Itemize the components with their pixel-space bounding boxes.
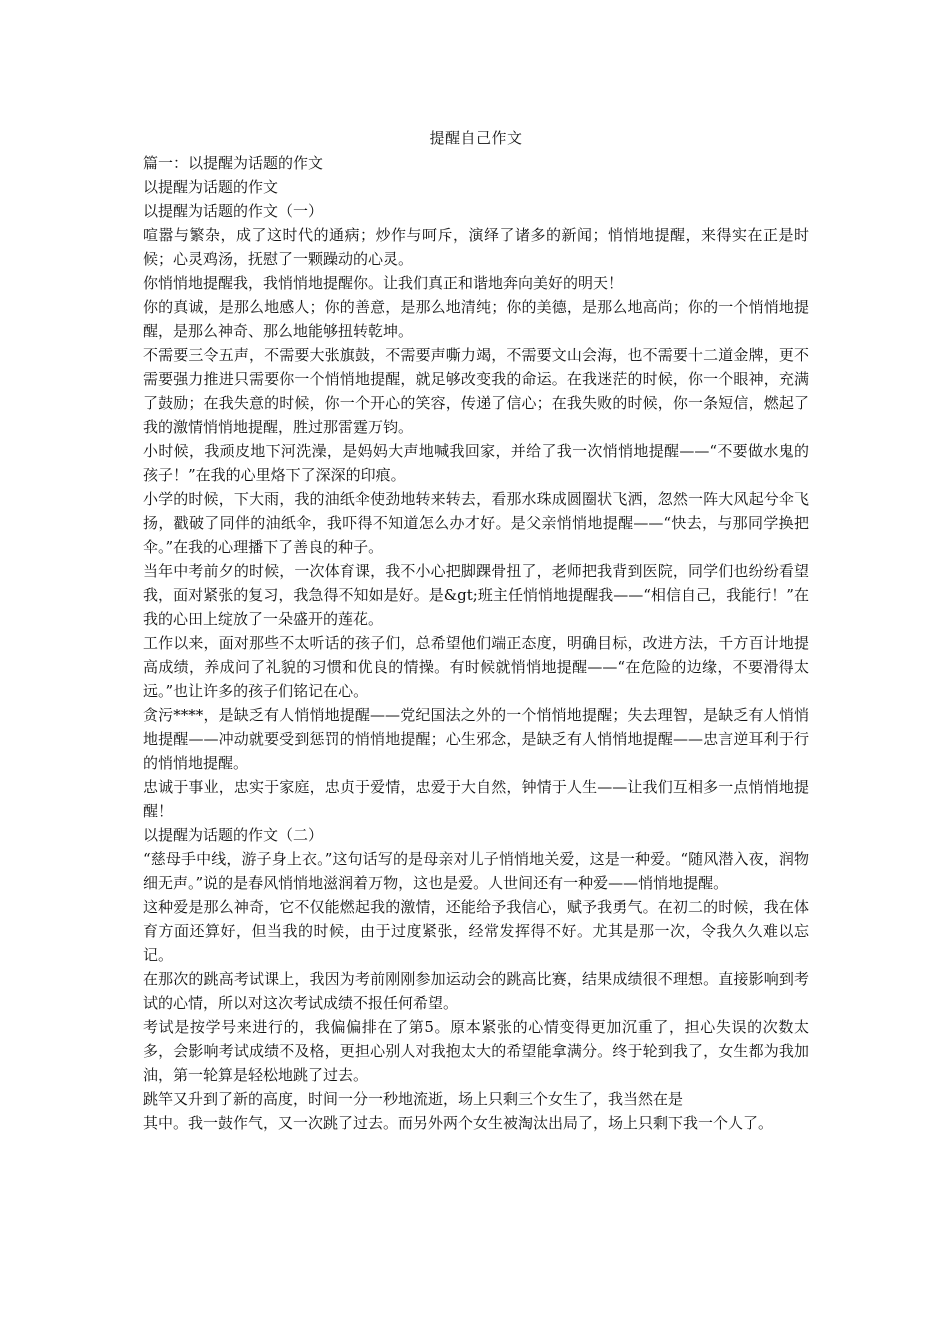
- paragraph: 以提醒为话题的作文: [143, 178, 279, 196]
- paragraph: 跳竿又升到了新的高度，时间一分一秒地流逝，场上只剩三个女生了，我当然在是: [143, 1090, 684, 1108]
- paragraph: 篇一：以提醒为话题的作文: [143, 154, 324, 172]
- paragraph: 不需要三令五声，不需要大张旗鼓，不需要声嘶力竭，不需要文山会海，也不需要十二道金牌，更不需要强力推进只需要你一个悄悄地提醒，就足够改变我的命运。在我迷茫的时候，你一个眼神，充满了鼓励；在我失意的时候，你一个开心的笑容，传递了信心；在我失败的时候，你一条短信，燃起了我的激情悄悄地提醒，胜过那雷霆万钧。: [143, 346, 809, 436]
- paragraph: 在那次的跳高考试课上，我因为考前刚刚参加运动会的跳高比赛，结果成绩很不理想。直接影响到考试的心情，所以对这次考试成绩不报任何希望。: [143, 970, 809, 1012]
- document-title: 提醒自己作文: [429, 129, 523, 147]
- paragraph: “慈母手中线，游子身上衣。”这句话写的是母亲对儿子悄悄地关爱，这是一种爱。“随风潜入夜，润物细无声。”说的是春风悄悄地滋润着万物，这也是爱。人世间还有一种爱——悄悄地提醒。: [143, 850, 809, 892]
- paragraph: 这种爱是那么神奇，它不仅能燃起我的激情，还能给予我信心，赋予我勇气。在初二的时候，我在体育方面还算好，但当我的时候，由于过度紧张，经常发挥得不好。尤其是那一次，令我久久难以忘记。: [143, 898, 809, 964]
- document-page: [143, 126, 809, 1135]
- paragraph: 以提醒为话题的作文（二）: [143, 826, 324, 844]
- paragraph: 小学的时候，下大雨，我的油纸伞使劲地转来转去，看那水珠成圆圈状飞洒，忽然一阵大风起兮伞飞扬，戳破了同伴的油纸伞，我吓得不知道怎么办才好。是父亲悄悄地提醒——“快去，与那同学换把伞。”在我的心理播下了善良的种子。: [143, 490, 809, 556]
- paragraph: 你的真诚，是那么地感人；你的善意，是那么地清纯；你的美德，是那么地高尚；你的一个悄悄地提醒，是那么神奇、那么地能够扭转乾坤。: [143, 298, 809, 340]
- paragraph: 贪污****，是缺乏有人悄悄地提醒——党纪国法之外的一个悄悄地提醒；失去理智，是缺乏有人悄悄地提醒——冲动就要受到惩罚的悄悄地提醒；心生邪念，是缺乏有人悄悄地提醒——忠言逆耳利于行的悄悄地提醒。: [143, 706, 809, 772]
- document-body: [143, 151, 809, 1135]
- paragraph: 喧嚣与繁杂，成了这时代的通病；炒作与呵斥，演绎了诸多的新闻；悄悄地提醒，来得实在正是时候；心灵鸡汤，抚慰了一颗躁动的心灵。: [143, 226, 809, 268]
- paragraph: 忠诚于事业，忠实于家庭，忠贞于爱情，忠爱于大自然，钟情于人生——让我们互相多一点悄悄地提醒！: [143, 778, 809, 820]
- paragraph: 当年中考前夕的时候，一次体育课，我不小心把脚踝骨扭了，老师把我背到医院，同学们也纷纷看望我，面对紧张的复习，我急得不知如是好。是&gt;班主任悄悄地提醒我——“相信自己，我能行！”在我的心田上绽放了一朵盛开的莲花。: [143, 562, 809, 628]
- paragraph: 你悄悄地提醒我，我悄悄地提醒你。让我们真正和谐地奔向美好的明天！: [143, 274, 624, 292]
- paragraph: 小时候，我顽皮地下河洗澡，是妈妈大声地喊我回家，并给了我一次悄悄地提醒——“不要做水鬼的孩子！”在我的心里烙下了深深的印痕。: [143, 442, 809, 484]
- paragraph: 工作以来，面对那些不太听话的孩子们，总希望他们端正态度，明确目标，改进方法，千方百计地提高成绩，养成问了礼貌的习惯和优良的情操。有时候就悄悄地提醒——“在危险的边缘，不要滑得太远。”也让许多的孩子们铭记在心。: [143, 634, 809, 700]
- paragraph: 其中。我一鼓作气，又一次跳了过去。而另外两个女生被淘汰出局了，场上只剩下我一个人了。: [143, 1114, 774, 1132]
- paragraph: 以提醒为话题的作文（一）: [143, 202, 324, 220]
- paragraph: 考试是按学号来进行的，我偏偏排在了第5。原本紧张的心情变得更加沉重了，担心失误的次数太多，会影响考试成绩不及格，更担心别人对我抱太大的希望能拿满分。终于轮到我了，女生都为我加油，第一轮算是轻松地跳了过去。: [143, 1018, 809, 1084]
